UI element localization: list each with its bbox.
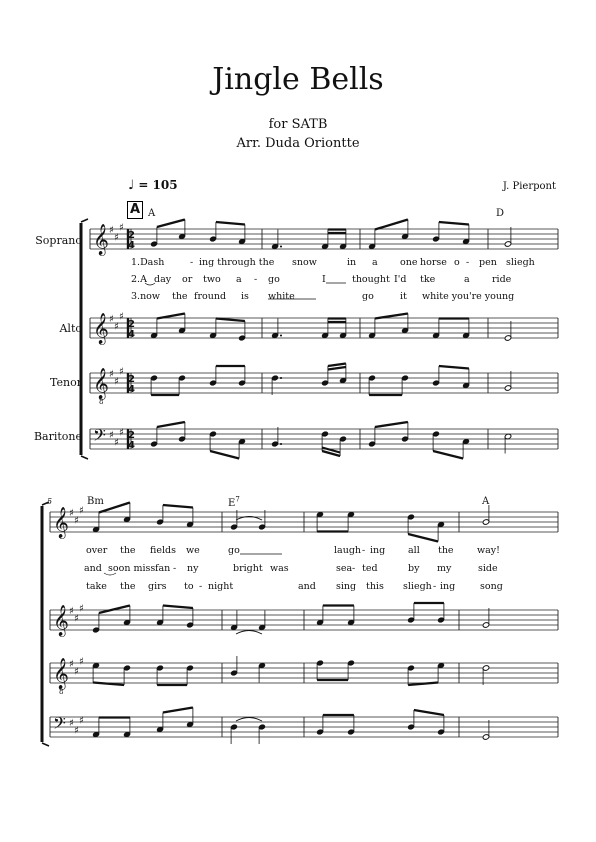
lyric: - (254, 274, 258, 285)
beam (163, 708, 193, 713)
sharp-icon: ♯ (74, 666, 79, 678)
lyric: sliegh (403, 581, 432, 592)
beam (163, 505, 193, 508)
treble-clef-icon: 𝄞 (53, 658, 69, 689)
voice-label-tenor: Tenor (50, 376, 82, 389)
sharp-icon: ♯ (74, 613, 79, 625)
lyric: 1.Dash (131, 257, 165, 268)
beam (99, 503, 130, 513)
lyric: over (86, 545, 108, 556)
tie (236, 631, 262, 635)
sharp-icon: ♯ (74, 515, 79, 527)
lyric: ing (370, 545, 386, 556)
lyric: and (84, 563, 102, 574)
sharp-icon: ♯ (114, 437, 119, 449)
bass-clef-icon: 𝄢 (93, 425, 106, 449)
sharp-icon: ♯ (119, 366, 124, 378)
lyric-elision (145, 283, 155, 285)
tempo-value: = 105 (138, 178, 178, 192)
lyric: or (182, 274, 193, 285)
chord-symbol: A (148, 208, 156, 219)
lyric: fields (150, 545, 176, 556)
lyric: and (298, 581, 316, 592)
octave-8-mark: 8 (59, 688, 64, 696)
lyric: tke (420, 274, 436, 285)
arranger-credit: Arr. Duda Oriontte (236, 136, 360, 151)
sharp-icon: ♯ (119, 222, 124, 234)
lyric: go (268, 274, 280, 285)
sharp-icon: ♯ (79, 715, 84, 727)
octave-8-mark: 8 (99, 398, 104, 406)
chord-root: E (228, 498, 236, 510)
beam (157, 220, 185, 228)
sharp-icon: ♯ (69, 718, 74, 729)
lyric: - (190, 257, 194, 268)
dot (280, 443, 282, 445)
lyric: fan (155, 563, 171, 574)
lyric: white you're young (422, 291, 515, 302)
lyric: is (241, 291, 249, 302)
lyric: go (228, 545, 240, 556)
chord-extension: 7 (235, 496, 240, 504)
time-signature-denominator: 4 (128, 329, 135, 340)
lyric: - (466, 257, 470, 268)
lyric: night (208, 581, 234, 592)
lyric: - (352, 563, 356, 574)
lyric: ing (440, 581, 456, 592)
voice-label-baritone: Baritone (33, 430, 82, 443)
treble-clef-icon: 𝄞 (53, 507, 69, 538)
notes (92, 220, 511, 745)
sharp-icon: ♯ (69, 606, 74, 617)
sharp-icon: ♯ (74, 725, 79, 737)
lyric: soon miss (108, 563, 156, 574)
lyric: a (372, 257, 378, 268)
lyric: girs (148, 581, 167, 592)
lyric: a (236, 274, 242, 285)
sharp-icon: ♯ (79, 656, 84, 668)
beam (433, 451, 463, 459)
lyric: day (154, 274, 172, 285)
lyric: song (480, 581, 503, 592)
beam (375, 422, 408, 427)
dot (280, 246, 282, 248)
score-title: Jingle Bells (212, 62, 384, 97)
beam (157, 422, 185, 427)
lyric: pen (479, 257, 497, 268)
lyric: we (186, 545, 200, 556)
sharp-icon: ♯ (114, 321, 119, 333)
beam (439, 366, 469, 369)
quarter-note-icon: ♩ (128, 178, 135, 193)
time-signature-denominator: 4 (128, 384, 135, 395)
treble-clef-icon: 𝄞 (93, 313, 109, 344)
lyric-elision (104, 573, 116, 575)
beam (99, 606, 130, 614)
beam (328, 367, 346, 370)
beam (439, 222, 469, 225)
lyric: snow (292, 257, 317, 268)
lyric: I'd (394, 274, 407, 285)
beam (408, 534, 438, 542)
time-signature-denominator: 4 (128, 440, 135, 451)
lyric: - (433, 581, 437, 592)
beam (163, 606, 193, 609)
sharp-icon: ♯ (109, 225, 114, 236)
composer-credit: J. Pierpont (502, 181, 556, 192)
lyric: in (347, 257, 357, 268)
tie (236, 718, 262, 722)
sharp-icon: ♯ (109, 430, 114, 441)
lyric: a (464, 274, 470, 285)
lyric: thought (352, 274, 390, 285)
system-bracket (42, 743, 49, 746)
lyric: my (437, 563, 452, 574)
lyric: one (400, 257, 418, 268)
lyric: it (400, 291, 407, 302)
system-bracket (42, 502, 49, 505)
treble-clef-icon: 𝄞 (53, 605, 69, 636)
treble-clef-icon: 𝄞 (93, 224, 109, 255)
time-signature-denominator: 4 (128, 240, 135, 251)
lyric: laugh (334, 545, 362, 556)
chord-symbol: Bm (87, 496, 104, 507)
lyric: 2.A (131, 274, 147, 285)
voice-label-soprano: Soprano (35, 234, 82, 247)
rehearsal-mark: A (127, 201, 143, 219)
lyric: go (362, 291, 374, 302)
lyric: sea (336, 563, 353, 574)
sharp-icon: ♯ (79, 603, 84, 615)
lyric: the (120, 581, 136, 592)
dot (280, 377, 282, 379)
lyric: ride (492, 274, 512, 285)
lyric: was (270, 563, 289, 574)
lyric: white (268, 291, 295, 302)
treble-clef-icon: 𝄞 (93, 368, 109, 399)
lyric: this (366, 581, 384, 592)
beam (414, 710, 444, 715)
lyric: way! (477, 545, 500, 556)
sharp-icon: ♯ (119, 427, 124, 439)
sharp-icon: ♯ (69, 659, 74, 670)
lyric: all (408, 545, 420, 556)
lyric: o (454, 257, 460, 268)
lyric: side (478, 563, 498, 574)
lyric: bright (233, 563, 263, 574)
lyric: two (203, 274, 221, 285)
system-bracket (81, 219, 88, 222)
staff-lines (42, 219, 558, 746)
lyric: ny (187, 563, 199, 574)
lyric: ing through the (199, 257, 275, 268)
time-signature-numerator: 2 (128, 230, 135, 241)
lyric: take (86, 581, 107, 592)
beam (210, 451, 239, 459)
lyric: to (184, 581, 194, 592)
bass-clef-icon: 𝄢 (53, 713, 66, 737)
beam (375, 220, 408, 230)
sharp-icon: ♯ (109, 369, 114, 380)
lyric: - (362, 545, 366, 556)
beam (216, 222, 245, 225)
time-signature-numerator: 2 (128, 374, 135, 385)
lyric: the (120, 545, 136, 556)
lyric: sliegh (506, 257, 535, 268)
lyric: by (408, 563, 420, 574)
system-bracket (81, 456, 88, 459)
time-signature-numerator: 2 (128, 430, 135, 441)
lyric: I (322, 274, 326, 285)
sharp-icon: ♯ (114, 232, 119, 244)
sharp-icon: ♯ (109, 314, 114, 325)
lyric: - (173, 563, 177, 574)
sharp-icon: ♯ (114, 376, 119, 388)
lyric: fround (194, 291, 227, 302)
sharp-icon: ♯ (119, 311, 124, 323)
lyric: - (199, 581, 203, 592)
lyric: 3.now (131, 291, 161, 302)
notation-glyphs (53, 223, 135, 738)
beam (328, 364, 346, 367)
lyric: sing (336, 581, 357, 592)
voice-label-alto: Alto (59, 322, 82, 335)
lyric: ted (362, 563, 378, 574)
lyric: horse (420, 257, 447, 268)
chord-symbol: D (496, 208, 505, 219)
dot (280, 335, 282, 337)
score-subtitle: for SATB (268, 117, 328, 132)
time-signature-numerator: 2 (128, 319, 135, 330)
sharp-icon: ♯ (79, 505, 84, 517)
sharp-icon: ♯ (69, 508, 74, 519)
lyric: the (172, 291, 188, 302)
beam (216, 319, 245, 322)
chord-symbol: A (482, 496, 490, 507)
measure-number: 5 (47, 497, 53, 506)
lyric: the (438, 545, 454, 556)
